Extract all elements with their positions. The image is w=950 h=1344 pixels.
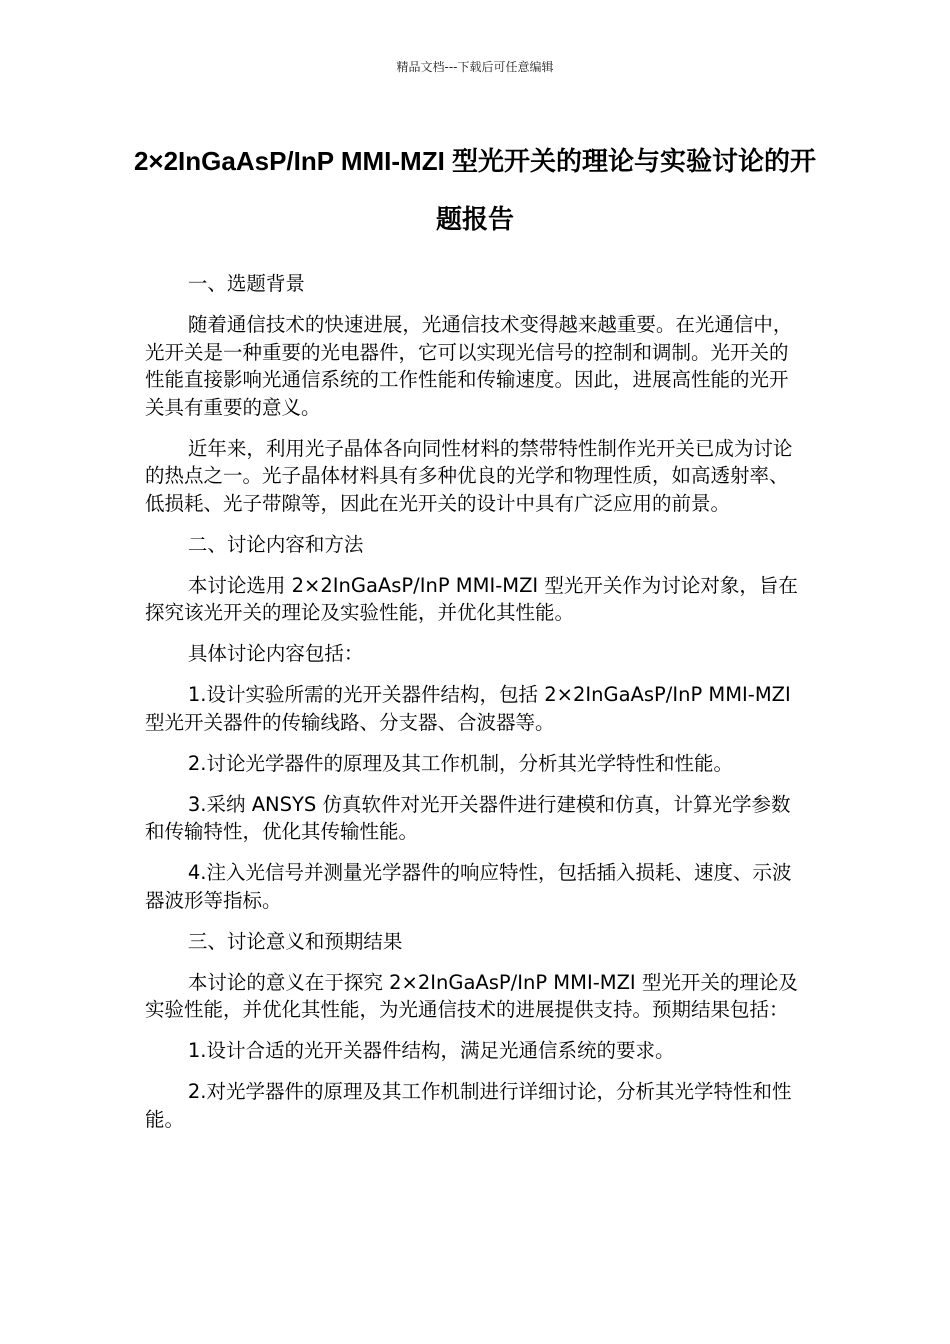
header-note: 精品文档---下载后可任意编辑	[396, 60, 554, 74]
list-item: 3.采纳 ANSYS 仿真软件对光开关器件进行建模和仿真，计算光学参数和传输特性，优化其传输性能。	[145, 792, 791, 843]
list-item: 1.设计实验所需的光开关器件结构，包括 2×2InGaAsP/InP MMI-MZI 型光开关器件的传输线路、分支器、合波器等。	[145, 683, 791, 734]
paragraph: 本讨论选用 2×2InGaAsP/InP MMI-MZI 型光开关作为讨论对象，旨在探究该光开关的理论及实验性能，并优化其性能。	[145, 573, 798, 624]
list-item: 2.讨论光学器件的原理及其工作机制，分析其光学特性和性能。	[187, 751, 733, 775]
paragraph: 随着通信技术的快速进展，光通信技术变得越来越重要。在光通信中，光开关是一种重要的光电器件，它可以实现光信号的控制和调制。光开关的性能直接影响光通信系统的工作性能和传输速度。因此，进展高性能的光开关具有重要的意义。	[145, 313, 793, 419]
paragraph: 具体讨论内容包括：	[187, 642, 364, 665]
document-body	[145, 270, 807, 1147]
section-heading-significance: 三、讨论意义和预期结果	[187, 929, 403, 953]
section-heading-content-method: 二、讨论内容和方法	[187, 532, 364, 556]
list-item: 4.注入光信号并测量光学器件的响应特性，包括插入损耗、速度、示波器波形等指标。	[145, 861, 792, 912]
list-item: 2.对光学器件的原理及其工作机制进行详细讨论，分析其光学特性和性能。	[145, 1080, 792, 1131]
section-heading-background: 一、选题背景	[187, 272, 305, 295]
paragraph: 本讨论的意义在于探究 2×2InGaAsP/InP MMI-MZI 型光开关的理论及实验性能，并优化其性能，为光通信技术的进展提供支持。预期结果包括：	[145, 970, 798, 1021]
paragraph: 近年来，利用光子晶体各向同性材料的禁带特性制作光开关已成为讨论的热点之一。光子晶体材料具有多种优良的光学和物理性质，如高透射率、低损耗、光子带隙等，因此在光开关的设计中具有广泛应用的前景。	[145, 436, 793, 515]
list-item: 1.设计合适的光开关器件结构，满足光通信系统的要求。	[187, 1039, 675, 1062]
document-title: 2×2InGaAsP/InP MMI-MZI 型光开关的理论与实验讨论的开题报告	[133, 146, 817, 234]
